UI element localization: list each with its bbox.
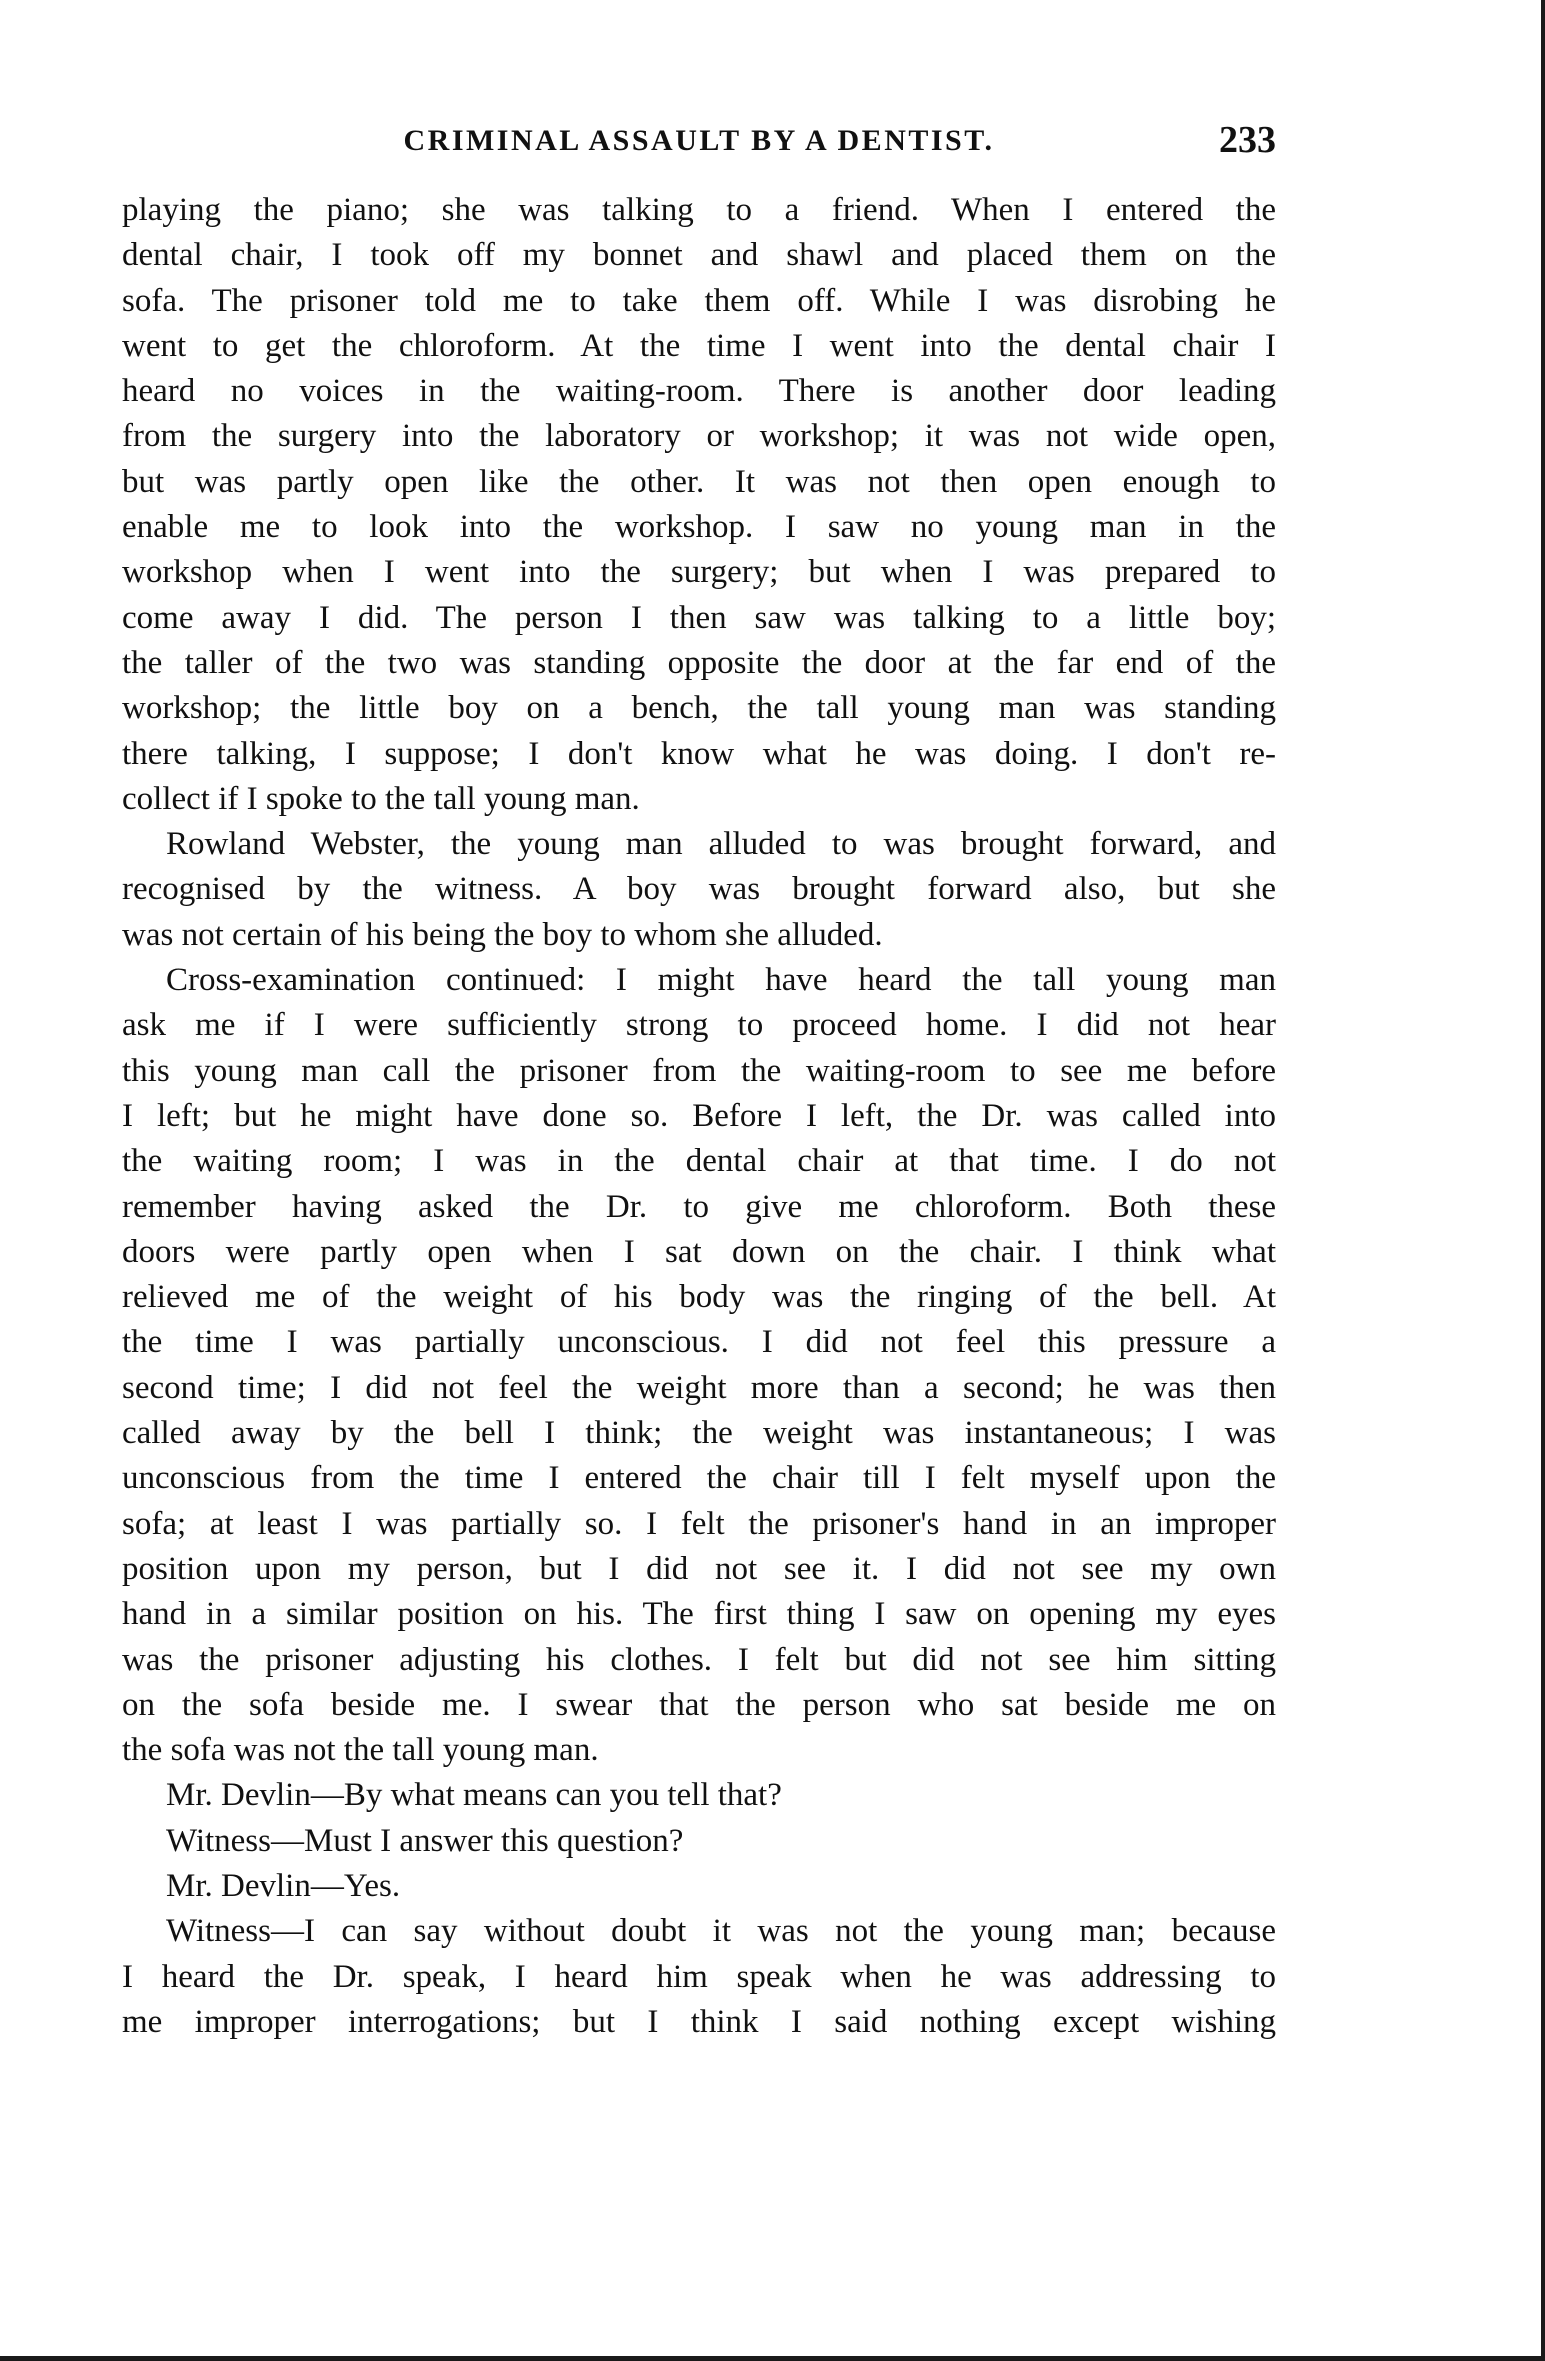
text-line: was the prisoner adjusting his clothes. I felt but did not see him sitting [122,1641,1276,1678]
text-line: from the surgery into the laboratory or workshop; it was not wide open, [122,418,1276,455]
text-line: Mr. Devlin—Yes. [166,1867,401,1904]
text-line: playing the piano; she was talking to a friend. When I entered the [122,192,1276,228]
text-line: sofa; at least I was partially so. I felt the prisoner's hand in an improper [122,1505,1276,1542]
text-line: went to get the chloroform. At the time I went into the dental chair I [122,327,1276,364]
text-line: called away by the bell I think; the weight was instantaneous; I was [122,1415,1276,1452]
text-line: hand in a similar position on his. The first thing I saw on opening my eyes [122,1596,1276,1633]
text-line: the taller of the two was standing opposite the door at the far end of the [122,644,1276,681]
text-line: ask me if I were sufficiently strong to proceed home. I did not hear [122,1007,1276,1044]
text-line: dental chair, I took off my bonnet and shawl and placed them on the [122,237,1276,274]
text-line: relieved me of the weight of his body was the ringing of the bell. At [122,1279,1276,1316]
text-line: I heard the Dr. speak, I heard him speak when he was addressing to [122,1958,1276,1995]
text-line: come away I did. The person I then saw was talking to a little boy; [122,599,1276,636]
text-line: I left; but he might have done so. Before I left, the Dr. was called into [122,1097,1276,1134]
text-line: but was partly open like the other. It was not then open enough to [122,463,1276,500]
body-text [122,188,1276,2045]
text-line: enable me to look into the workshop. I saw no young man in the [122,509,1276,546]
text-line: heard no voices in the waiting-room. There is another door leading [122,373,1276,410]
page-number: 233 [1219,119,1276,161]
text-line: workshop; the little boy on a bench, the tall young man was standing [122,690,1276,727]
text-line: unconscious from the time I entered the chair till I felt myself upon the [122,1460,1276,1497]
text-line: workshop when I went into the surgery; but when I was prepared to [122,554,1276,591]
scan-edge-rule-bottom [0,2356,1545,2361]
text-line: on the sofa beside me. I swear that the person who sat beside me on [122,1686,1276,1723]
text-line: the sofa was not the tall young man. [122,1732,599,1769]
text-line: collect if I spoke to the tall young man. [122,780,640,817]
text-line: there talking, I suppose; I don't know what he was doing. I don't re- [122,735,1276,772]
text-line: Rowland Webster, the young man alluded to was brought forward, and [166,826,1276,863]
text-line: this young man call the prisoner from the waiting-room to see me before [122,1052,1276,1089]
text-line: the time I was partially unconscious. I did not feel this pressure a [122,1324,1276,1361]
text-line: sofa. The prisoner told me to take them off. While I was disrobing he [122,282,1276,319]
text-line: position upon my person, but I did not see it. I did not see my own [122,1550,1276,1587]
text-line: second time; I did not feel the weight more than a second; he was then [122,1369,1276,1406]
text-line: recognised by the witness. A boy was brought forward also, but she [122,871,1276,908]
text-line: remember having asked the Dr. to give me chloroform. Both these [122,1188,1276,1225]
text-line: Witness—I can say without doubt it was not the young man; because [166,1913,1276,1950]
text-line: was not certain of his being the boy to whom she alluded. [122,916,883,953]
text-line: Mr. Devlin—By what means can you tell that? [166,1777,782,1814]
text-line: Witness—Must I answer this question? [166,1822,684,1859]
running-head [122,118,1276,168]
running-title: CRIMINAL ASSAULT BY A DENTIST. [403,124,995,157]
text-line: doors were partly open when I sat down on the chair. I think what [122,1233,1276,1270]
text-line: the waiting room; I was in the dental chair at that time. I do not [122,1143,1276,1180]
text-line: Cross-examination continued: I might have heard the tall young man [166,962,1276,999]
scan-edge-rule-right [1541,0,1545,2361]
text-line: me improper interrogations; but I think I said nothing except wishing [122,2003,1276,2040]
